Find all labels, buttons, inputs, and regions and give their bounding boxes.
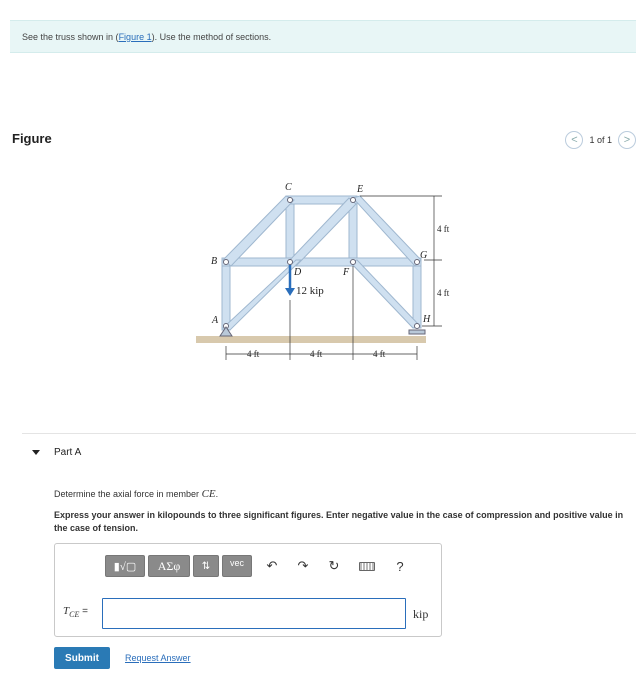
- chevron-right-icon: >: [623, 134, 631, 146]
- joint-b: [224, 260, 229, 265]
- section-divider: [22, 433, 636, 434]
- label-g: G: [420, 250, 428, 261]
- ground: [196, 336, 426, 343]
- request-answer-link[interactable]: Request Answer: [125, 653, 191, 663]
- figure-link[interactable]: Figure 1: [118, 32, 152, 42]
- label-b: B: [211, 256, 218, 267]
- span-label-2: 4 ft: [310, 349, 323, 359]
- answer-input[interactable]: [102, 598, 406, 629]
- span-label-1: 4 ft: [247, 349, 260, 359]
- reset-icon[interactable]: ↻: [328, 558, 340, 573]
- submit-button[interactable]: Submit: [54, 647, 110, 669]
- intro-text-after: ). Use the method of sections.: [151, 32, 272, 42]
- vector-button[interactable]: vec: [222, 555, 252, 577]
- label-c: C: [285, 182, 292, 193]
- math-toolbar: [105, 555, 411, 577]
- member-bc: [223, 196, 294, 266]
- member-eg: [353, 196, 421, 266]
- load-arrow-head: [285, 288, 295, 296]
- member-bg: [222, 258, 421, 266]
- truss-members: [222, 196, 421, 330]
- member-fh: [350, 260, 420, 328]
- pager-text: 1 of 1: [589, 135, 612, 145]
- joint-f: [351, 260, 356, 265]
- chevron-left-icon: <: [571, 134, 578, 146]
- truss-diagram: [190, 178, 480, 368]
- label-f: F: [343, 267, 350, 278]
- question-suffix: .: [215, 489, 219, 499]
- answer-panel: [54, 543, 442, 637]
- figure-pager: [565, 131, 636, 149]
- label-e: E: [357, 184, 364, 195]
- instructions-text: Express your answer in kilopounds to three significant figures. Enter negative value in the case of compression and positive value in the case of tension.: [54, 510, 624, 533]
- prev-figure-button[interactable]: [565, 131, 583, 149]
- redo-icon[interactable]: ↷: [297, 558, 309, 573]
- intro-banner: [10, 20, 636, 53]
- joint-e: [351, 198, 356, 203]
- question-prefix: Determine the axial force in member: [54, 489, 202, 499]
- label-h: H: [423, 314, 431, 325]
- member-de: [288, 198, 356, 266]
- intro-text-before: See the truss shown in (: [22, 32, 119, 42]
- joint-c: [288, 198, 293, 203]
- span-label-3: 4 ft: [373, 349, 386, 359]
- caret-down-icon: [32, 450, 40, 455]
- figure-title: Figure: [12, 131, 52, 146]
- part-a-toggle[interactable]: [32, 447, 81, 458]
- variable-label: [63, 605, 88, 619]
- label-a: A: [212, 315, 219, 326]
- member-name: CE: [201, 488, 216, 500]
- variable-subscript: CE: [69, 610, 80, 619]
- joint-d: [288, 260, 293, 265]
- member-gh: [413, 260, 421, 328]
- undo-icon[interactable]: ↶: [266, 558, 278, 573]
- dim-label-top: 4 ft: [437, 224, 450, 234]
- unit-label: kip: [413, 607, 429, 621]
- roller-support-h: [409, 330, 425, 334]
- part-title: Part A: [54, 447, 82, 458]
- label-d: D: [294, 267, 302, 278]
- load-label: 12 kip: [296, 285, 324, 297]
- templates-button[interactable]: ▮√▢: [105, 555, 145, 577]
- joint-g: [415, 260, 420, 265]
- variable-main: T: [63, 605, 70, 617]
- symbols-button[interactable]: ΑΣφ: [148, 555, 190, 577]
- truss-figure: [190, 178, 480, 368]
- keyboard-shape: [359, 562, 375, 571]
- keyboard-icon[interactable]: [354, 555, 380, 577]
- next-figure-button[interactable]: [618, 131, 636, 149]
- help-icon[interactable]: ?: [396, 558, 404, 574]
- variable-equals: =: [79, 606, 88, 617]
- joint-h: [415, 324, 420, 329]
- arrows-button[interactable]: ⇅: [193, 555, 219, 577]
- question-text: [54, 488, 218, 500]
- dim-label-mid: 4 ft: [437, 288, 450, 298]
- member-ab: [222, 260, 230, 330]
